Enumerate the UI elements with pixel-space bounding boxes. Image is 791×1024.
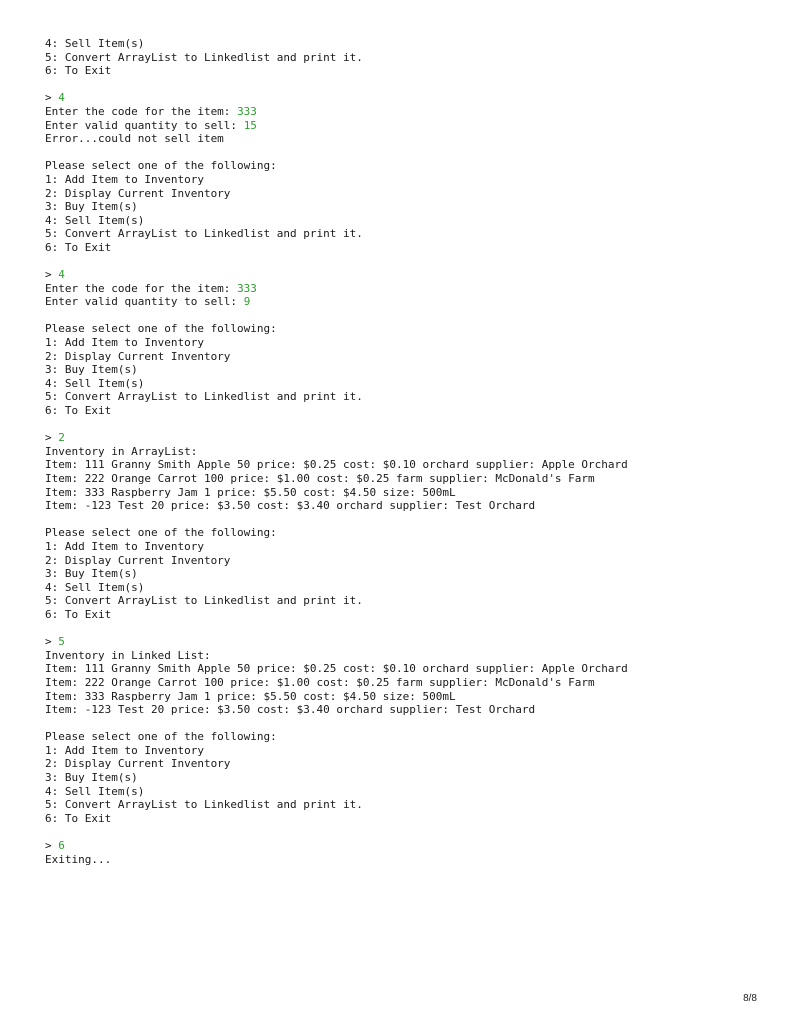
user-input-value: 6 (58, 839, 65, 853)
console-line (45, 363, 765, 377)
blank-line (45, 513, 765, 527)
console-line-text: Item: 222 Orange Carrot 100 price: $1.00 cost: $0.25 farm supplier: McDonald's Farm (45, 675, 595, 689)
console-line-text: Please select one of the following: (45, 526, 277, 540)
console-output (45, 37, 765, 866)
console-line (45, 445, 765, 459)
console-line-text: Please select one of the following: (45, 322, 277, 336)
blank-line (45, 622, 765, 636)
console-line-text: 5: Convert ArrayList to Linkedlist and print it. (45, 798, 363, 812)
console-line-text: 5: Convert ArrayList to Linkedlist and print it. (45, 227, 363, 241)
console-line-text: 4: Sell Item(s) (45, 376, 145, 390)
blank-line (45, 309, 765, 323)
console-line (45, 390, 765, 404)
console-line (45, 105, 765, 119)
blank-line (45, 78, 765, 92)
console-line (45, 322, 765, 336)
console-line (45, 798, 765, 812)
console-line-text: 4: Sell Item(s) (45, 784, 145, 798)
console-line-text: 6: To Exit (45, 404, 112, 418)
console-line-text: Item: -123 Test 20 price: $3.50 cost: $3.40 orchard supplier: Test Orchard (45, 499, 536, 513)
console-line (45, 404, 765, 418)
user-input-value: 5 (58, 635, 65, 649)
user-input-value: 333 (237, 104, 257, 118)
console-line-text: > (45, 268, 59, 282)
console-line (45, 336, 765, 350)
console-line-text: 6: To Exit (45, 64, 112, 78)
console-line-text: 1: Add Item to Inventory (45, 172, 204, 186)
console-line (45, 64, 765, 78)
console-line (45, 676, 765, 690)
console-line (45, 282, 765, 296)
console-line (45, 567, 765, 581)
console-line (45, 132, 765, 146)
console-line-text: Inventory in Linked List: (45, 648, 211, 662)
console-line (45, 350, 765, 364)
console-line-text: Item: 222 Orange Carrot 100 price: $1.00 cost: $0.25 farm supplier: McDonald's Farm (45, 472, 595, 485)
console-line (45, 757, 765, 771)
console-line-text: Exiting... (45, 852, 112, 866)
console-line (45, 91, 765, 105)
user-input-value: 9 (243, 295, 251, 309)
console-line-text: Item: 333 Raspberry Jam 1 price: $5.50 cost: $4.50 size: 500mL (45, 689, 456, 703)
console-line-text: 2: Display Current Inventory (45, 186, 231, 200)
console-line-text: 3: Buy Item(s) (45, 363, 138, 377)
console-line (45, 200, 765, 214)
user-input-value: 15 (243, 118, 257, 132)
console-line-text: Enter the code for the item: (45, 104, 238, 118)
console-line (45, 431, 765, 445)
console-line-text: Enter valid quantity to sell: (45, 295, 244, 309)
console-line-text: Error...could not sell item (45, 132, 224, 146)
console-line (45, 540, 765, 554)
console-line (45, 785, 765, 799)
console-line-text: 5: Convert ArrayList to Linkedlist and print it. (45, 390, 363, 404)
console-line (45, 187, 765, 201)
console-line (45, 744, 765, 758)
console-line (45, 853, 765, 867)
console-line-text: 1: Add Item to Inventory (45, 743, 204, 757)
console-line-text: 2: Display Current Inventory (45, 349, 231, 363)
console-line (45, 241, 765, 255)
console-line (45, 499, 765, 513)
console-line-text: Item: 111 Granny Smith Apple 50 price: $0.25 cost: $0.10 orchard supplier: Apple Orchard (45, 662, 628, 676)
console-line-text: Item: 111 Granny Smith Apple 50 price: $0.25 cost: $0.10 orchard supplier: Apple Orchard (45, 458, 628, 472)
console-line (45, 554, 765, 568)
console-line-text: 4: Sell Item(s) (45, 213, 145, 227)
console-line (45, 649, 765, 663)
console-line-text: Item: 333 Raspberry Jam 1 price: $5.50 cost: $4.50 size: 500mL (45, 485, 456, 499)
console-line (45, 458, 765, 472)
page-number: 8/8 (743, 993, 757, 1004)
console-line (45, 37, 765, 51)
console-line (45, 730, 765, 744)
blank-line (45, 717, 765, 731)
console-line-text: 3: Buy Item(s) (45, 567, 138, 581)
console-line-text: 6: To Exit (45, 607, 112, 621)
console-line-text: Please select one of the following: (45, 730, 277, 744)
console-line (45, 690, 765, 704)
console-line (45, 594, 765, 608)
console-line-text: 6: To Exit (45, 240, 112, 254)
console-line-text: 5: Convert ArrayList to Linkedlist and print it. (45, 594, 363, 608)
console-line-text: > (45, 635, 59, 649)
console-line-text: Enter the code for the item: (45, 281, 238, 295)
console-line (45, 703, 765, 717)
console-line (45, 662, 765, 676)
console-line (45, 771, 765, 785)
console-line-text: Item: -123 Test 20 price: $3.50 cost: $3.40 orchard supplier: Test Orchard (45, 703, 536, 717)
console-line (45, 214, 765, 228)
user-input-value: 333 (237, 281, 257, 295)
console-line (45, 635, 765, 649)
blank-line (45, 825, 765, 839)
console-line (45, 812, 765, 826)
console-line (45, 159, 765, 173)
blank-line (45, 418, 765, 432)
user-input-value: 4 (58, 268, 65, 282)
console-line-text: Inventory in ArrayList: (45, 444, 198, 458)
console-line (45, 486, 765, 500)
console-line-text: > (45, 431, 59, 445)
console-line-text: Please select one of the following: (45, 159, 277, 173)
blank-line (45, 146, 765, 160)
console-line (45, 472, 765, 486)
console-line (45, 526, 765, 540)
user-input-value: 4 (58, 91, 65, 105)
console-line-text: 4: Sell Item(s) (45, 37, 145, 50)
console-line (45, 581, 765, 595)
console-line (45, 227, 765, 241)
console-line-text: 5: Convert ArrayList to Linkedlist and print it. (45, 50, 363, 64)
console-line-text: > (45, 91, 59, 105)
console-line-text: 1: Add Item to Inventory (45, 539, 204, 553)
console-line (45, 295, 765, 309)
blank-line (45, 255, 765, 269)
console-line (45, 119, 765, 133)
console-line-text: 2: Display Current Inventory (45, 757, 231, 771)
console-line (45, 173, 765, 187)
console-line-text: 3: Buy Item(s) (45, 771, 138, 785)
user-input-value: 2 (58, 431, 65, 445)
console-line (45, 51, 765, 65)
console-line-text: 6: To Exit (45, 811, 112, 825)
console-line (45, 268, 765, 282)
console-line-text: 3: Buy Item(s) (45, 200, 138, 214)
console-line (45, 377, 765, 391)
console-line-text: Enter valid quantity to sell: (45, 118, 244, 132)
console-line-text: 1: Add Item to Inventory (45, 336, 204, 350)
console-line (45, 608, 765, 622)
console-line-text: > (45, 839, 59, 853)
console-line (45, 839, 765, 853)
console-line-text: 4: Sell Item(s) (45, 580, 145, 594)
console-line-text: 2: Display Current Inventory (45, 553, 231, 567)
